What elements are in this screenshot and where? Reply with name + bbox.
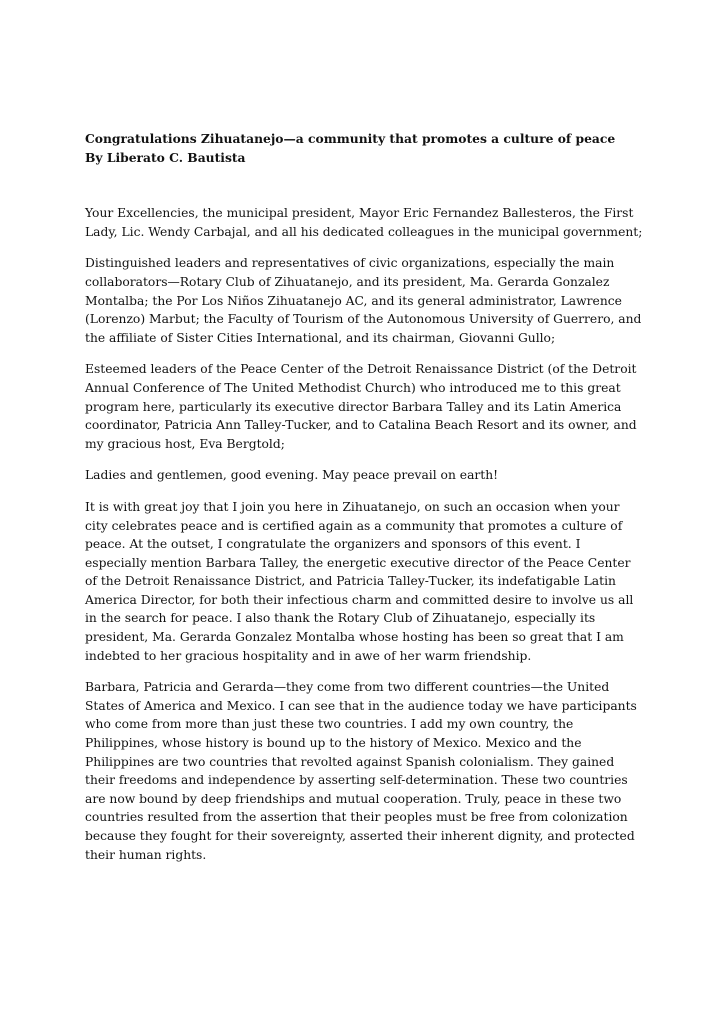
paragraph-two-countries: Barbara, Patricia and Gerarda—they come from two different countries—the United States of America and Mexico. I can see that in the audience today we have participants who come from more than just these two countries. I add my own country, the Philippines, whose history is bound up to the history of Mexico. Mexico and the Philippines are two countries that revolted against Spanish colonialism. They gained their freedoms and independence by asserting self-determination. These two countries are now bound by deep friendships and mutual cooperation. Truly, peace in these two countries resulted from the assertion that their peoples must be free from colonization because they fought for their sovereignty, asserted their inherent dignity, and protected their human rights.: [85, 680, 637, 862]
document-page: [85, 130, 645, 877]
paragraph-greeting: Ladies and gentlemen, good evening. May peace prevail on earth!: [85, 468, 499, 483]
paragraph-salutation: Your Excellencies, the municipal president, Mayor Eric Fernandez Ballesteros, the First Lady, Lic. Wendy Carbajal, and all his dedicated colleagues in the municipal government;: [85, 206, 643, 239]
paragraph-peace-center: Esteemed leaders of the Peace Center of the Detroit Renaissance District (of the Detroit Annual Conference of The United Methodist Church) who introduced me to this great program here, particularly its executive director Barbara Talley and its Latin America coordinator, Patricia Ann Talley-Tucker, and to Catalina Beach Resort and its owner, and my gracious host, Eva Bergtold;: [85, 362, 637, 451]
paragraph-civic-leaders: Distinguished leaders and representatives of civic organizations, especially the main collaborators—Rotary Club of Zihuatanejo, and its president, Ma. Gerarda Gonzalez Montalba; the Por Los Niños Zihuatanejo AC, and its general administrator, Lawrence (Lorenzo) Marbut; the Faculty of Tourism of the Autonomous University of Guerrero, and the affiliate of Sister Cities International, and its chairman, Giovanni Gullo;: [85, 256, 642, 345]
paragraph-joy: It is with great joy that I join you here in Zihuatanejo, on such an occasion when your city celebrates peace and is certified again as a community that promotes a culture of peace. At the outset, I congratulate the organizers and sponsors of this event. I especially mention Barbara Talley, the energetic executive director of the Peace Center of the Detroit Renaissance District, and Patricia Talley-Tucker, its indefatigable Latin America Director, for both their infectious charm and committed desire to involve us all in the search for peace. I also thank the Rotary Club of Zihuatanejo, especially its president, Ma. Gerarda Gonzalez Montalba whose hosting has been so great that I am indebted to her gracious hospitality and in awe of her warm friendship.: [85, 499, 634, 663]
document-byline: By Liberato C. Bautista: [85, 149, 246, 165]
document-body: [85, 204, 645, 864]
document-title: Congratulations Zihuatanejo—a community that promotes a culture of peace: [85, 131, 616, 146]
title-block: [85, 130, 645, 167]
